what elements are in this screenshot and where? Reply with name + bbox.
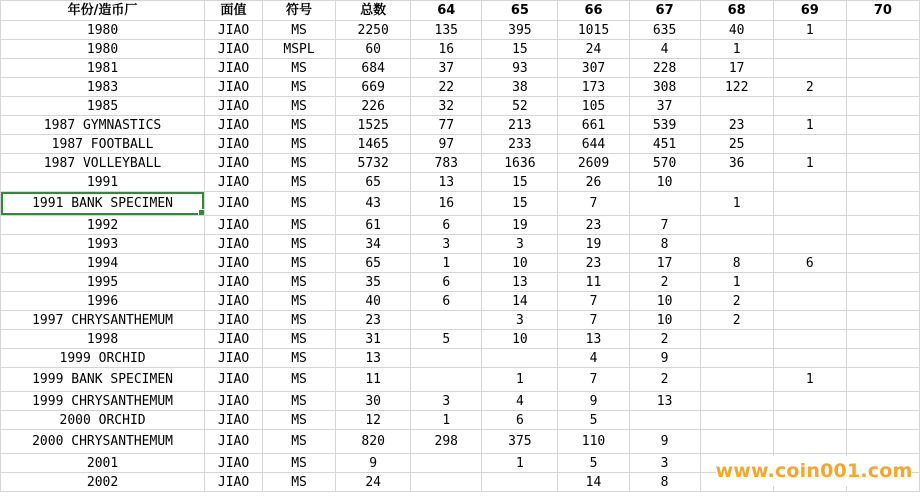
cell-year-mint[interactable]: 2002: [1, 473, 205, 492]
header-symbol[interactable]: 符号: [262, 1, 335, 21]
cell-grade-64[interactable]: 16: [411, 192, 482, 216]
cell-grade-64[interactable]: [411, 368, 482, 392]
header-grade-70[interactable]: 70: [846, 1, 919, 21]
cell-grade-65[interactable]: 15: [482, 40, 558, 59]
header-denomination[interactable]: 面值: [205, 1, 263, 21]
cell-symbol[interactable]: MS: [262, 454, 335, 473]
cell-denomination[interactable]: JIAO: [205, 59, 263, 78]
cell-grade-68[interactable]: 2: [700, 311, 773, 330]
cell-symbol[interactable]: MS: [262, 411, 335, 430]
cell-denomination[interactable]: JIAO: [205, 216, 263, 235]
cell-grade-67[interactable]: 4: [629, 40, 700, 59]
cell-grade-66[interactable]: 2609: [558, 154, 629, 173]
cell-grade-70[interactable]: [846, 254, 919, 273]
table-row: [1, 216, 920, 235]
cell-grade-67[interactable]: 9: [629, 349, 700, 368]
cell-grade-67[interactable]: 570: [629, 154, 700, 173]
cell-year-mint[interactable]: 1980: [1, 21, 205, 40]
cell-grade-68[interactable]: 8: [700, 254, 773, 273]
table-row: [1, 192, 920, 216]
watermark-text: www.coin001.com: [715, 460, 913, 482]
cell-grade-64[interactable]: 6: [411, 273, 482, 292]
cell-grade-68[interactable]: 25: [700, 135, 773, 154]
cell-grade-69[interactable]: [773, 40, 846, 59]
cell-grade-70[interactable]: [846, 78, 919, 97]
cell-total[interactable]: 1525: [336, 116, 411, 135]
cell-total[interactable]: 820: [336, 430, 411, 454]
cell-symbol[interactable]: MS: [262, 78, 335, 97]
cell-grade-68[interactable]: [700, 392, 773, 411]
cell-grade-69[interactable]: [773, 235, 846, 254]
cell-year-mint[interactable]: 1999 ORCHID: [1, 349, 205, 368]
cell-grade-64[interactable]: 22: [411, 78, 482, 97]
cell-symbol[interactable]: MS: [262, 192, 335, 216]
cell-grade-66[interactable]: 11: [558, 273, 629, 292]
cell-grade-66[interactable]: 24: [558, 40, 629, 59]
cell-denomination[interactable]: JIAO: [205, 97, 263, 116]
cell-total[interactable]: 60: [336, 40, 411, 59]
table-row: [1, 311, 920, 330]
cell-year-mint[interactable]: 1998: [1, 330, 205, 349]
cell-grade-66[interactable]: 7: [558, 292, 629, 311]
cell-grade-70[interactable]: [846, 40, 919, 59]
table-row: [1, 368, 920, 392]
cell-year-mint[interactable]: 1987 VOLLEYBALL: [1, 154, 205, 173]
cell-grade-69[interactable]: 1: [773, 368, 846, 392]
cell-grade-65[interactable]: 14: [482, 292, 558, 311]
cell-grade-68[interactable]: 2: [700, 292, 773, 311]
cell-grade-65[interactable]: 6: [482, 411, 558, 430]
cell-grade-67[interactable]: 308: [629, 78, 700, 97]
cell-grade-65[interactable]: 15: [482, 192, 558, 216]
table-row: [1, 116, 920, 135]
cell-grade-66[interactable]: 9: [558, 392, 629, 411]
cell-year-mint[interactable]: 1997 CHRYSANTHEMUM: [1, 311, 205, 330]
cell-grade-69[interactable]: 6: [773, 254, 846, 273]
cell-symbol[interactable]: MS: [262, 173, 335, 192]
cell-grade-64[interactable]: 3: [411, 392, 482, 411]
cell-grade-70[interactable]: [846, 135, 919, 154]
cell-grade-69[interactable]: [773, 97, 846, 116]
header-year-mint[interactable]: 年份/造币厂: [1, 1, 205, 21]
cell-grade-69[interactable]: [773, 192, 846, 216]
cell-total[interactable]: 65: [336, 254, 411, 273]
cell-grade-69[interactable]: [773, 349, 846, 368]
cell-grade-66[interactable]: 26: [558, 173, 629, 192]
cell-denomination[interactable]: JIAO: [205, 311, 263, 330]
cell-grade-65[interactable]: [482, 473, 558, 492]
table-row: [1, 254, 920, 273]
cell-grade-67[interactable]: [629, 192, 700, 216]
cell-grade-68[interactable]: 1: [700, 40, 773, 59]
cell-denomination[interactable]: JIAO: [205, 368, 263, 392]
cell-symbol[interactable]: MSPL: [262, 40, 335, 59]
cell-grade-69[interactable]: 1: [773, 154, 846, 173]
table-row: [1, 154, 920, 173]
table-row: [1, 78, 920, 97]
cell-denomination[interactable]: JIAO: [205, 40, 263, 59]
cell-grade-70[interactable]: [846, 154, 919, 173]
cell-grade-68[interactable]: 36: [700, 154, 773, 173]
table-row: [1, 349, 920, 368]
cell-grade-70[interactable]: [846, 173, 919, 192]
cell-year-mint[interactable]: 1993: [1, 235, 205, 254]
cell-grade-64[interactable]: 97: [411, 135, 482, 154]
table-row: [1, 273, 920, 292]
cell-symbol[interactable]: MS: [262, 116, 335, 135]
cell-grade-66[interactable]: 7: [558, 311, 629, 330]
cell-grade-65[interactable]: 3: [482, 311, 558, 330]
cell-denomination[interactable]: JIAO: [205, 254, 263, 273]
cell-grade-69[interactable]: [773, 430, 846, 454]
cell-symbol[interactable]: MS: [262, 349, 335, 368]
cell-grade-65[interactable]: 213: [482, 116, 558, 135]
cell-grade-68[interactable]: 1: [700, 192, 773, 216]
cell-grade-66[interactable]: 307: [558, 59, 629, 78]
cell-grade-64[interactable]: 6: [411, 216, 482, 235]
header-grade-67[interactable]: 67: [629, 1, 700, 21]
cell-denomination[interactable]: JIAO: [205, 430, 263, 454]
cell-grade-68[interactable]: 122: [700, 78, 773, 97]
cell-total[interactable]: 684: [336, 59, 411, 78]
cell-denomination[interactable]: JIAO: [205, 454, 263, 473]
cell-total[interactable]: 23: [336, 311, 411, 330]
cell-grade-64[interactable]: [411, 473, 482, 492]
cell-grade-65[interactable]: 395: [482, 21, 558, 40]
cell-symbol[interactable]: MS: [262, 135, 335, 154]
table-row: [1, 173, 920, 192]
cell-grade-69[interactable]: [773, 292, 846, 311]
cell-denomination[interactable]: JIAO: [205, 292, 263, 311]
cell-denomination[interactable]: JIAO: [205, 135, 263, 154]
cell-grade-66[interactable]: 23: [558, 254, 629, 273]
cell-total[interactable]: 43: [336, 192, 411, 216]
cell-grade-67[interactable]: 635: [629, 21, 700, 40]
cell-denomination[interactable]: JIAO: [205, 78, 263, 97]
cell-grade-69[interactable]: 1: [773, 21, 846, 40]
cell-symbol[interactable]: MS: [262, 392, 335, 411]
cell-grade-68[interactable]: 1: [700, 273, 773, 292]
header-row: [1, 1, 920, 21]
table-row: [1, 292, 920, 311]
cell-denomination[interactable]: JIAO: [205, 192, 263, 216]
cell-total[interactable]: 35: [336, 273, 411, 292]
cell-grade-69[interactable]: 1: [773, 116, 846, 135]
cell-grade-65[interactable]: 38: [482, 78, 558, 97]
cell-grade-68[interactable]: [700, 216, 773, 235]
cell-grade-64[interactable]: 3: [411, 235, 482, 254]
cell-total[interactable]: 1465: [336, 135, 411, 154]
cell-year-mint[interactable]: 1992: [1, 216, 205, 235]
cell-grade-65[interactable]: 1: [482, 454, 558, 473]
cell-grade-64[interactable]: 6: [411, 292, 482, 311]
table-row: [1, 235, 920, 254]
table-row: [1, 97, 920, 116]
table-row: [1, 411, 920, 430]
cell-year-mint[interactable]: 2000 ORCHID: [1, 411, 205, 430]
table-row: [1, 135, 920, 154]
cell-grade-70[interactable]: [846, 97, 919, 116]
cell-grade-68[interactable]: 17: [700, 59, 773, 78]
cell-grade-68[interactable]: [700, 330, 773, 349]
cell-grade-70[interactable]: [846, 392, 919, 411]
cell-grade-70[interactable]: [846, 430, 919, 454]
cell-grade-67[interactable]: 10: [629, 311, 700, 330]
cell-grade-69[interactable]: [773, 311, 846, 330]
cell-grade-65[interactable]: 233: [482, 135, 558, 154]
cell-grade-65[interactable]: 10: [482, 330, 558, 349]
cell-year-mint[interactable]: 1985: [1, 97, 205, 116]
cell-grade-69[interactable]: [773, 216, 846, 235]
cell-year-mint[interactable]: 1987 GYMNASTICS: [1, 116, 205, 135]
cell-grade-66[interactable]: 5: [558, 411, 629, 430]
cell-grade-68[interactable]: [700, 173, 773, 192]
cell-grade-69[interactable]: [773, 330, 846, 349]
cell-grade-66[interactable]: 110: [558, 430, 629, 454]
cell-grade-67[interactable]: 451: [629, 135, 700, 154]
cell-symbol[interactable]: MS: [262, 154, 335, 173]
cell-symbol[interactable]: MS: [262, 311, 335, 330]
cell-grade-66[interactable]: 5: [558, 454, 629, 473]
cell-grade-64[interactable]: 298: [411, 430, 482, 454]
cell-grade-65[interactable]: 10: [482, 254, 558, 273]
cell-grade-70[interactable]: [846, 59, 919, 78]
cell-symbol[interactable]: MS: [262, 430, 335, 454]
cell-total[interactable]: 226: [336, 97, 411, 116]
cell-grade-65[interactable]: 52: [482, 97, 558, 116]
cell-year-mint[interactable]: 2001: [1, 454, 205, 473]
cell-year-mint[interactable]: 1999 BANK SPECIMEN: [1, 368, 205, 392]
cell-symbol[interactable]: MS: [262, 273, 335, 292]
cell-grade-65[interactable]: 15: [482, 173, 558, 192]
cell-grade-67[interactable]: 13: [629, 392, 700, 411]
cell-grade-65[interactable]: [482, 349, 558, 368]
cell-grade-67[interactable]: 9: [629, 430, 700, 454]
cell-grade-69[interactable]: [773, 173, 846, 192]
cell-total[interactable]: 13: [336, 349, 411, 368]
cell-grade-70[interactable]: [846, 411, 919, 430]
cell-total[interactable]: 5732: [336, 154, 411, 173]
cell-grade-70[interactable]: [846, 273, 919, 292]
cell-grade-66[interactable]: 13: [558, 330, 629, 349]
cell-grade-66[interactable]: 14: [558, 473, 629, 492]
cell-grade-65[interactable]: 19: [482, 216, 558, 235]
cell-denomination[interactable]: JIAO: [205, 349, 263, 368]
cell-grade-66[interactable]: 173: [558, 78, 629, 97]
cell-grade-67[interactable]: 2: [629, 330, 700, 349]
cell-symbol[interactable]: MS: [262, 292, 335, 311]
cell-total[interactable]: 2250: [336, 21, 411, 40]
cell-total[interactable]: 65: [336, 173, 411, 192]
table-row: [1, 40, 920, 59]
cell-grade-67[interactable]: [629, 411, 700, 430]
site-watermark: [716, 456, 912, 486]
cell-grade-68[interactable]: [700, 97, 773, 116]
cell-grade-64[interactable]: [411, 454, 482, 473]
cell-year-mint[interactable]: 1981: [1, 59, 205, 78]
cell-grade-70[interactable]: [846, 368, 919, 392]
cell-total[interactable]: 669: [336, 78, 411, 97]
cell-grade-68[interactable]: 40: [700, 21, 773, 40]
cell-grade-67[interactable]: 7: [629, 216, 700, 235]
cell-year-mint[interactable]: 1996: [1, 292, 205, 311]
cell-grade-66[interactable]: 19: [558, 235, 629, 254]
cell-grade-66[interactable]: 4: [558, 349, 629, 368]
cell-denomination[interactable]: JIAO: [205, 235, 263, 254]
cell-symbol[interactable]: MS: [262, 21, 335, 40]
cell-symbol[interactable]: MS: [262, 97, 335, 116]
table-row: [1, 392, 920, 411]
table-row: [1, 59, 920, 78]
cell-total[interactable]: 30: [336, 392, 411, 411]
cell-denomination[interactable]: JIAO: [205, 173, 263, 192]
cell-grade-67[interactable]: 8: [629, 473, 700, 492]
cell-grade-68[interactable]: [700, 235, 773, 254]
cell-grade-70[interactable]: [846, 192, 919, 216]
cell-grade-68[interactable]: [700, 430, 773, 454]
fill-handle[interactable]: [198, 209, 205, 216]
cell-symbol[interactable]: MS: [262, 254, 335, 273]
cell-grade-69[interactable]: [773, 59, 846, 78]
cell-grade-64[interactable]: 77: [411, 116, 482, 135]
cell-grade-67[interactable]: 3: [629, 454, 700, 473]
cell-grade-68[interactable]: [700, 411, 773, 430]
cell-grade-64[interactable]: 37: [411, 59, 482, 78]
cell-grade-68[interactable]: [700, 368, 773, 392]
cell-year-mint[interactable]: 1991: [1, 173, 205, 192]
header-grade-65[interactable]: 65: [482, 1, 558, 21]
cell-grade-67[interactable]: 2: [629, 368, 700, 392]
cell-grade-70[interactable]: [846, 216, 919, 235]
cell-total[interactable]: 9: [336, 454, 411, 473]
cell-year-mint[interactable]: 1987 FOOTBALL: [1, 135, 205, 154]
cell-total[interactable]: 12: [336, 411, 411, 430]
cell-year-mint[interactable]: 1995: [1, 273, 205, 292]
cell-grade-67[interactable]: 37: [629, 97, 700, 116]
cell-symbol[interactable]: MS: [262, 330, 335, 349]
cell-grade-65[interactable]: 375: [482, 430, 558, 454]
cell-total[interactable]: 24: [336, 473, 411, 492]
header-total[interactable]: 总数: [336, 1, 411, 21]
cell-symbol[interactable]: MS: [262, 235, 335, 254]
cell-grade-64[interactable]: [411, 311, 482, 330]
cell-total[interactable]: 61: [336, 216, 411, 235]
cell-grade-66[interactable]: 1015: [558, 21, 629, 40]
cell-grade-64[interactable]: [411, 349, 482, 368]
cell-grade-69[interactable]: [773, 273, 846, 292]
cell-total[interactable]: 40: [336, 292, 411, 311]
cell-grade-70[interactable]: [846, 311, 919, 330]
cell-grade-64[interactable]: 13: [411, 173, 482, 192]
cell-grade-64[interactable]: 5: [411, 330, 482, 349]
cell-grade-70[interactable]: [846, 292, 919, 311]
cell-total[interactable]: 11: [336, 368, 411, 392]
cell-denomination[interactable]: JIAO: [205, 330, 263, 349]
cell-grade-64[interactable]: 1: [411, 411, 482, 430]
cell-grade-70[interactable]: [846, 330, 919, 349]
cell-grade-65[interactable]: 13: [482, 273, 558, 292]
table-row: [1, 21, 920, 40]
cell-symbol[interactable]: MS: [262, 473, 335, 492]
cell-denomination[interactable]: JIAO: [205, 273, 263, 292]
cell-year-mint[interactable]: 1980: [1, 40, 205, 59]
cell-grade-70[interactable]: [846, 116, 919, 135]
cell-year-mint[interactable]: 1994: [1, 254, 205, 273]
cell-grade-68[interactable]: 23: [700, 116, 773, 135]
cell-denomination[interactable]: JIAO: [205, 116, 263, 135]
cell-grade-66[interactable]: 661: [558, 116, 629, 135]
cell-grade-67[interactable]: 8: [629, 235, 700, 254]
table-body: [1, 21, 920, 492]
cell-denomination[interactable]: JIAO: [205, 21, 263, 40]
cell-grade-65[interactable]: 1: [482, 368, 558, 392]
cell-grade-70[interactable]: [846, 349, 919, 368]
cell-grade-66[interactable]: 105: [558, 97, 629, 116]
cell-denomination[interactable]: JIAO: [205, 154, 263, 173]
header-grade-69[interactable]: 69: [773, 1, 846, 21]
header-grade-64[interactable]: 64: [411, 1, 482, 21]
cell-grade-69[interactable]: 2: [773, 78, 846, 97]
cell-year-mint[interactable]: 1999 CHRYSANTHEMUM: [1, 392, 205, 411]
cell-grade-70[interactable]: [846, 235, 919, 254]
cell-grade-64[interactable]: 783: [411, 154, 482, 173]
cell-denomination[interactable]: JIAO: [205, 392, 263, 411]
cell-grade-67[interactable]: 2: [629, 273, 700, 292]
header-grade-68[interactable]: 68: [700, 1, 773, 21]
cell-grade-67[interactable]: 10: [629, 292, 700, 311]
cell-total[interactable]: 31: [336, 330, 411, 349]
cell-symbol[interactable]: MS: [262, 59, 335, 78]
cell-grade-66[interactable]: 23: [558, 216, 629, 235]
cell-year-mint[interactable]: 1983: [1, 78, 205, 97]
cell-grade-69[interactable]: [773, 392, 846, 411]
header-grade-66[interactable]: 66: [558, 1, 629, 21]
cell-year-mint[interactable]: 2000 CHRYSANTHEMUM: [1, 430, 205, 454]
cell-grade-70[interactable]: [846, 21, 919, 40]
cell-grade-69[interactable]: [773, 411, 846, 430]
cell-grade-65[interactable]: 1636: [482, 154, 558, 173]
cell-grade-65[interactable]: 93: [482, 59, 558, 78]
cell-symbol[interactable]: MS: [262, 216, 335, 235]
cell-grade-66[interactable]: 7: [558, 368, 629, 392]
table-row: [1, 330, 920, 349]
cell-total[interactable]: 34: [336, 235, 411, 254]
cell-denomination[interactable]: JIAO: [205, 411, 263, 430]
cell-symbol[interactable]: MS: [262, 368, 335, 392]
cell-grade-66[interactable]: 7: [558, 192, 629, 216]
cell-grade-64[interactable]: 135: [411, 21, 482, 40]
cell-grade-64[interactable]: 1: [411, 254, 482, 273]
cell-denomination[interactable]: JIAO: [205, 473, 263, 492]
cell-grade-67[interactable]: 17: [629, 254, 700, 273]
cell-grade-68[interactable]: [700, 349, 773, 368]
table-row: [1, 430, 920, 454]
cell-grade-65[interactable]: 4: [482, 392, 558, 411]
cell-grade-64[interactable]: 32: [411, 97, 482, 116]
cell-year-mint[interactable]: 1991 BANK SPECIMEN: [1, 192, 205, 216]
cell-grade-64[interactable]: 16: [411, 40, 482, 59]
cell-grade-65[interactable]: 3: [482, 235, 558, 254]
cell-grade-67[interactable]: 10: [629, 173, 700, 192]
cell-grade-67[interactable]: 228: [629, 59, 700, 78]
cell-grade-66[interactable]: 644: [558, 135, 629, 154]
cell-grade-67[interactable]: 539: [629, 116, 700, 135]
cell-grade-69[interactable]: [773, 135, 846, 154]
